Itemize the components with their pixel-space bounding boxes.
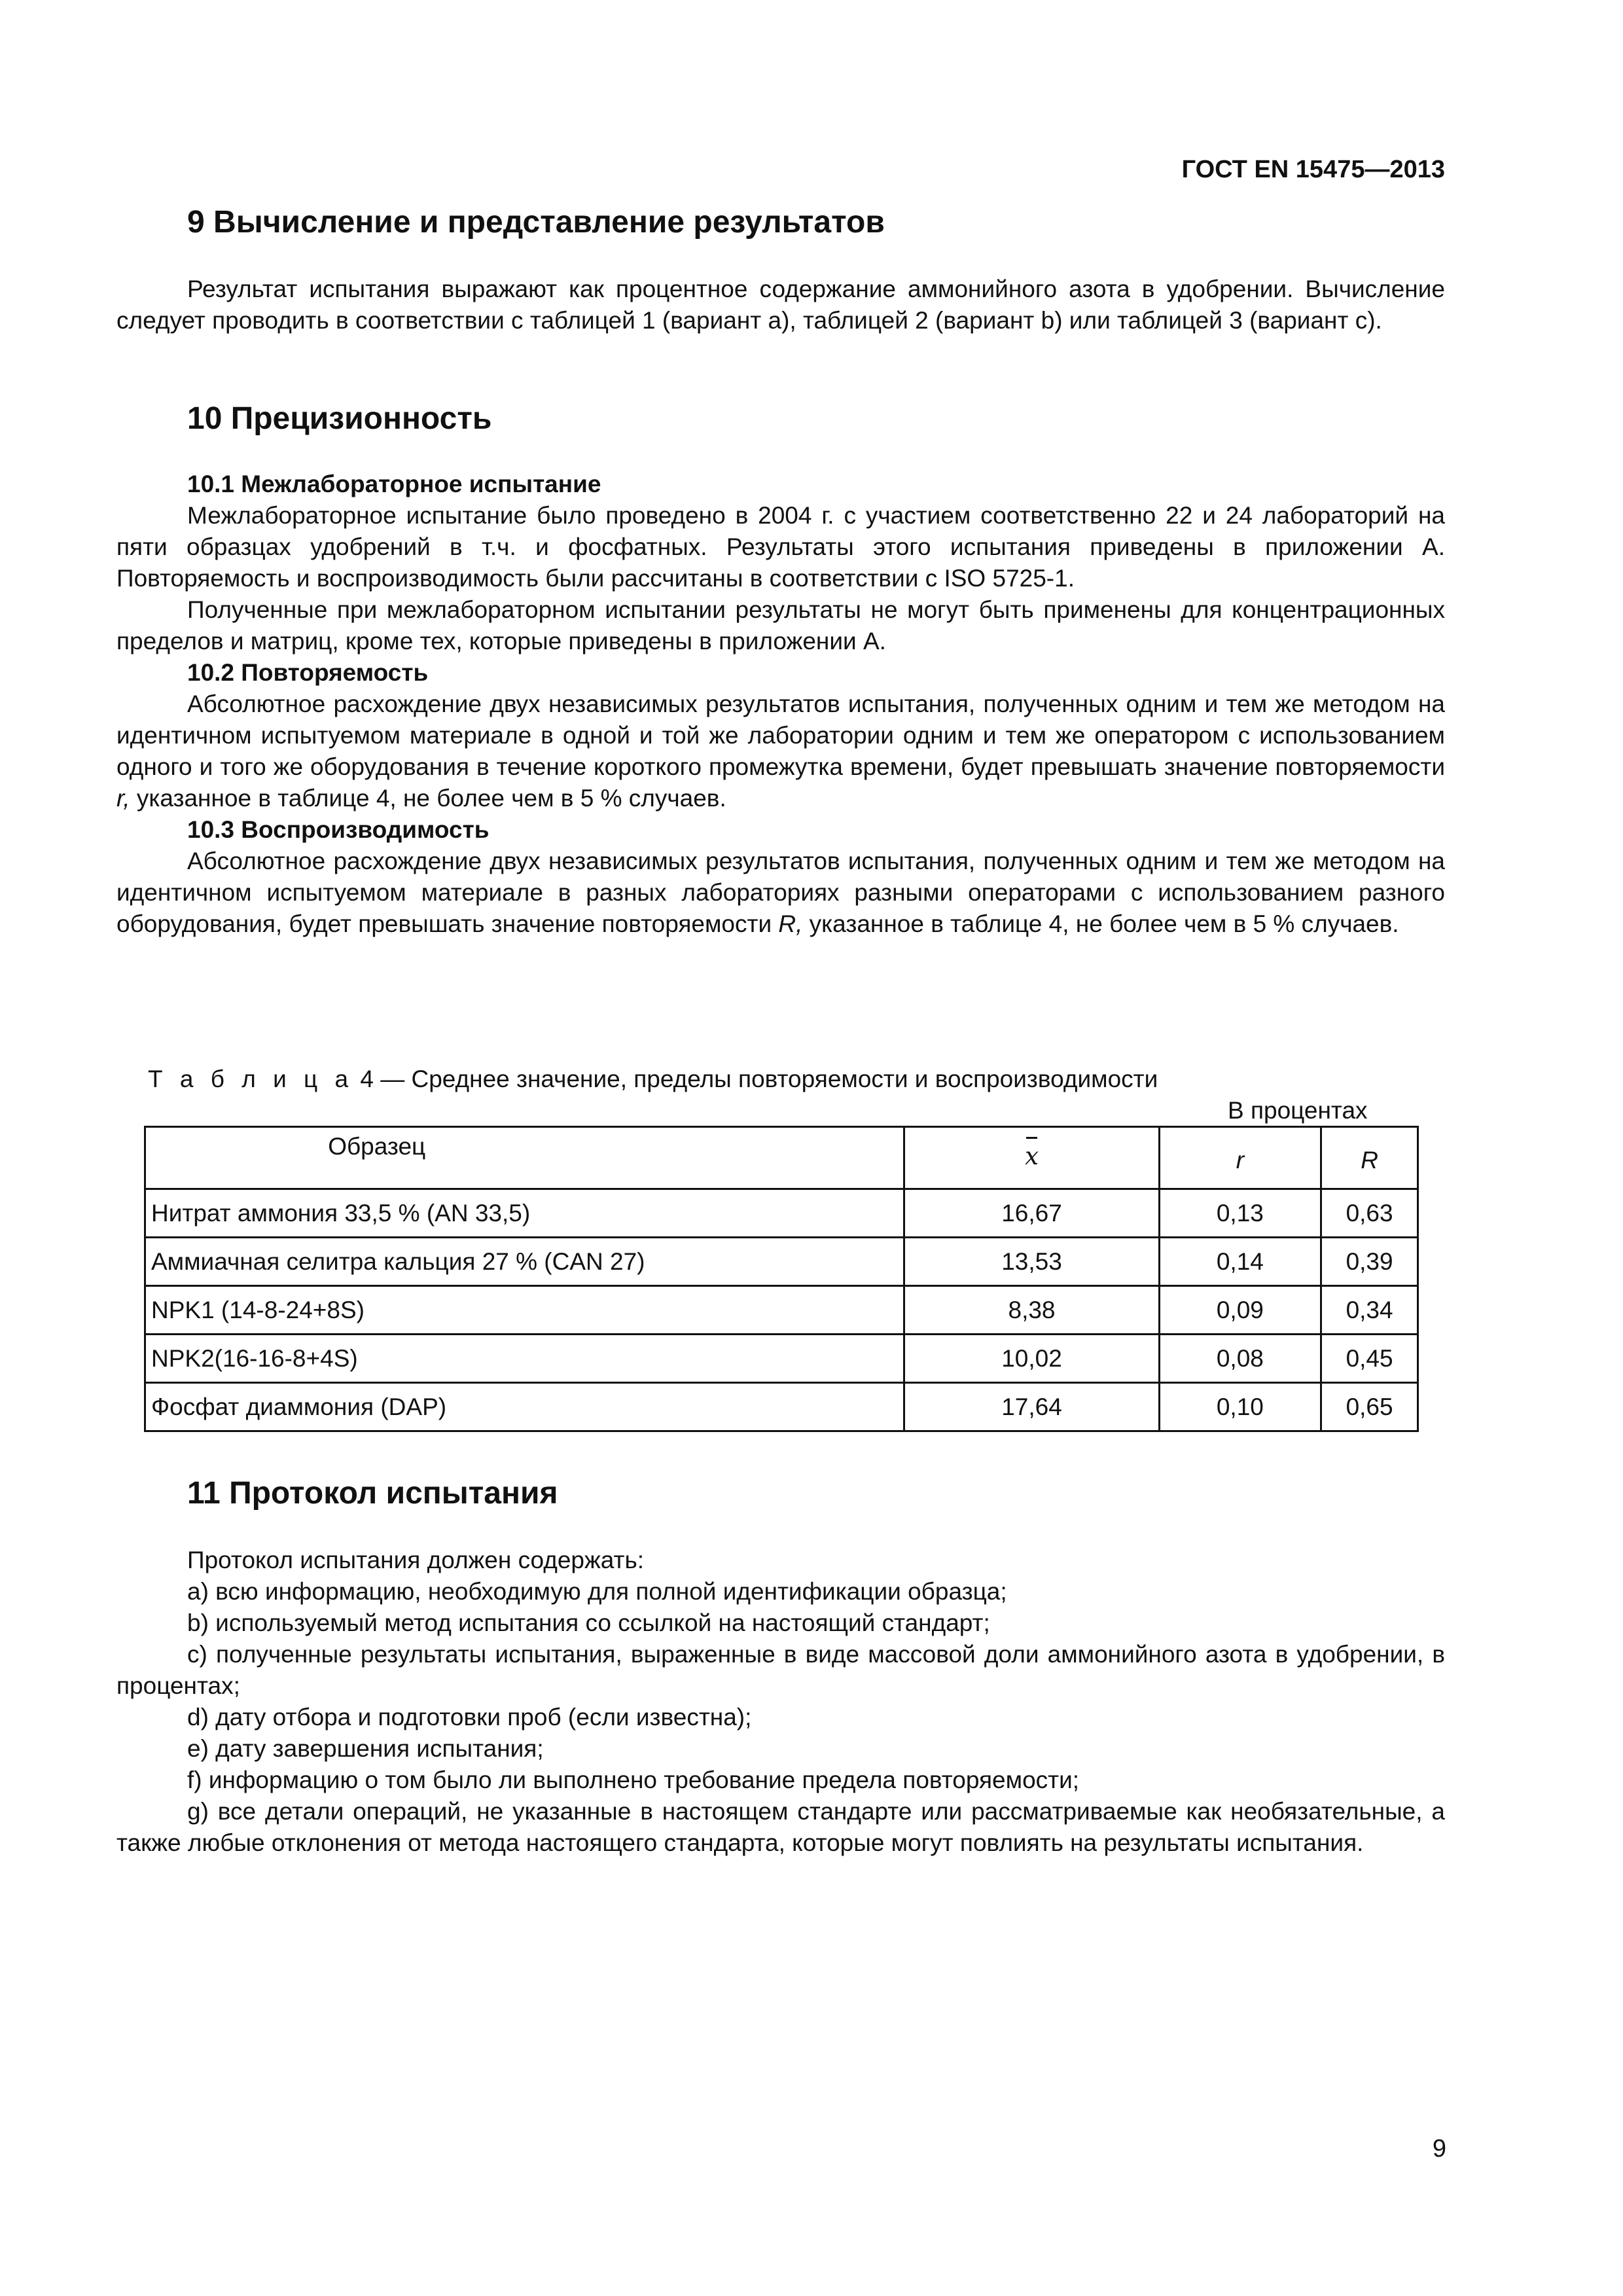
cell-mean: 13,53	[904, 1238, 1159, 1286]
table-row	[145, 1383, 1418, 1431]
cell-r: 0,09	[1159, 1286, 1321, 1335]
cell-R: 0,39	[1321, 1238, 1418, 1286]
cell-mean: 17,64	[904, 1383, 1159, 1431]
table-units: В процентах	[1228, 1097, 1368, 1124]
subsection-10-1-paragraph-1: Межлабораторное испытание было проведено в 2004 г. с участием соответственно 22 и 24 лабораторий на пяти образцах удобрений в т.ч. и фосфатных. Результаты этого испытания приведены в приложении А. Повторяемость и воспроизводимость были рассчитаны в соответствии с ISO 5725-1.	[116, 502, 1445, 592]
list-intro: Протокол испытания должен содержать:	[187, 1547, 645, 1573]
list-item: e) дату завершения испытания;	[187, 1735, 544, 1762]
header-sample: Образец	[145, 1127, 904, 1189]
list-item: g) все детали операций, не указанные в настоящем стандарте или рассматриваемые как необязательные, а также любые отклонения от метода настоящего стандарта, которые могут повлиять на результаты испытания.	[116, 1798, 1445, 1856]
symbol-r: r,	[116, 785, 130, 812]
mean-symbol: x	[1025, 1133, 1039, 1170]
table-4-caption	[148, 1066, 1158, 1093]
cell-r: 0,14	[1159, 1238, 1321, 1286]
subsection-10-3-paragraph	[116, 846, 1445, 940]
section-10-title: 10 Прецизионность	[187, 401, 492, 436]
section-9-paragraph: Результат испытания выражают как процентное содержание аммонийного азота в удобрении. Вычисление следует проводить в соответствии с таблицей 1 (вариант a), таблицей 2 (вариант b) или таблицей 3 (вариант c).	[116, 276, 1445, 334]
subsection-10-3-title: 10.3 Воспроизводимость	[187, 816, 490, 843]
section-11-title: 11 Протокол испытания	[187, 1476, 558, 1511]
table-4	[144, 1126, 1419, 1432]
cell-r: 0,10	[1159, 1383, 1321, 1431]
cell-sample: Аммиачная селитра кальция 27 % (CAN 27)	[145, 1238, 904, 1286]
document-code: ГОСТ EN 15475—2013	[1181, 156, 1445, 183]
table-caption-number: 4	[360, 1066, 374, 1092]
page-number: 9	[1432, 2135, 1446, 2162]
text-span: Абсолютное расхождение двух независимых результатов испытания, полученных одним и тем же методом на идентичном испытуемом материале в разных лабораториях разными операторами с использованием разного оборудования, будет превышать значение повторяемости	[116, 848, 1445, 937]
list-item: c) полученные результаты испытания, выраженные в виде массовой доли аммонийного азота в удобрении, в процентах;	[116, 1641, 1445, 1699]
text-span: указанное в таблице 4, не более чем в 5 % случаев.	[130, 785, 726, 812]
list-item: a) всю информацию, необходимую для полной идентификации образца;	[187, 1578, 1007, 1605]
subsection-10-1-paragraph-2: Полученные при межлабораторном испытании результаты не могут быть применены для концентрационных пределов и матриц, кроме тех, которые приведены в приложении А.	[116, 596, 1445, 655]
table-row	[145, 1335, 1418, 1383]
cell-sample: NPK2(16-16-8+4S)	[145, 1335, 904, 1383]
cell-r: 0,08	[1159, 1335, 1321, 1383]
header-mean	[904, 1127, 1159, 1189]
table-row	[145, 1286, 1418, 1335]
list-item: b) используемый метод испытания со ссылкой на настоящий стандарт;	[187, 1609, 990, 1636]
cell-mean: 16,67	[904, 1189, 1159, 1238]
cell-sample: NPK1 (14-8-24+8S)	[145, 1286, 904, 1335]
header-reproducibility: R	[1321, 1127, 1418, 1189]
table-header-row	[145, 1127, 1418, 1189]
cell-R: 0,45	[1321, 1335, 1418, 1383]
cell-R: 0,65	[1321, 1383, 1418, 1431]
subsection-10-2-paragraph	[116, 689, 1445, 814]
subsection-10-1-title: 10.1 Межлабораторное испытание	[187, 471, 601, 497]
section-9-body	[116, 274, 1445, 336]
subsection-10-2-title: 10.2 Повторяемость	[187, 659, 429, 686]
list-item: f) информацию о том было ли выполнено требование предела повторяемости;	[187, 1767, 1080, 1793]
header-repeatability: r	[1159, 1127, 1321, 1189]
text-span: Абсолютное расхождение двух независимых результатов испытания, полученных одним и тем же методом на идентичном испытуемом материале в одной и той же лаборатории одним и тем же оператором с использованием одного и того же оборудования в течение короткого промежутка времени, будет превышать значение повторяемости	[116, 691, 1445, 780]
cell-sample: Фосфат диаммония (DAP)	[145, 1383, 904, 1431]
cell-sample: Нитрат аммония 33,5 % (AN 33,5)	[145, 1189, 904, 1238]
cell-mean: 10,02	[904, 1335, 1159, 1383]
cell-mean: 8,38	[904, 1286, 1159, 1335]
cell-R: 0,34	[1321, 1286, 1418, 1335]
text-span: указанное в таблице 4, не более чем в 5 % случаев.	[802, 910, 1399, 937]
section-10-body	[116, 469, 1445, 940]
cell-R: 0,63	[1321, 1189, 1418, 1238]
section-11-body	[116, 1545, 1445, 1859]
table-caption-text: — Среднее значение, пределы повторяемости и воспроизводимости	[373, 1066, 1158, 1092]
list-item: d) дату отбора и подготовки проб (если известна);	[187, 1704, 752, 1731]
section-9-title: 9 Вычисление и представление результатов	[187, 205, 885, 240]
symbol-R: R,	[778, 910, 803, 937]
table-row	[145, 1238, 1418, 1286]
table-row	[145, 1189, 1418, 1238]
table-caption-label: Т а б л и ц а	[148, 1066, 354, 1092]
cell-r: 0,13	[1159, 1189, 1321, 1238]
